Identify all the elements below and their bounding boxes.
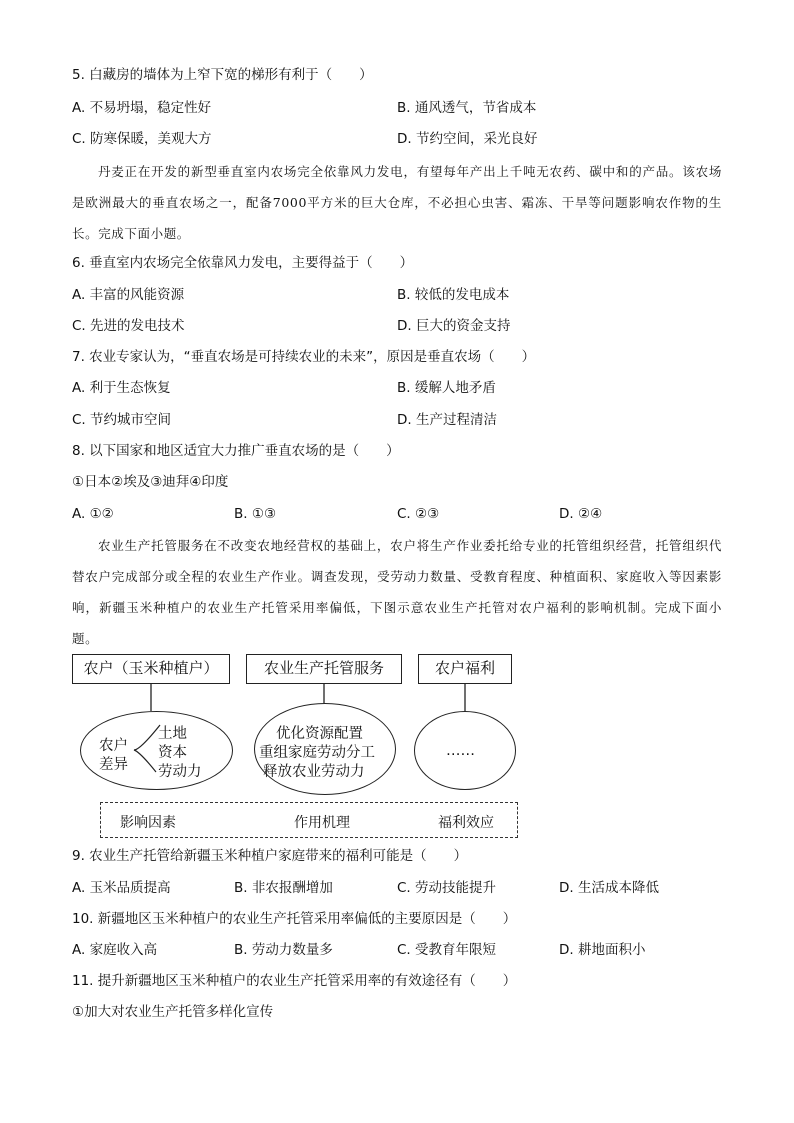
footer-label-effect: 福利效应 [438, 815, 494, 831]
q9-option-b: B. 非农报酬增加 [234, 880, 333, 896]
q7-option-d: D. 生产过程清洁 [397, 412, 497, 428]
diagram-box-service: 农业生产托管服务 [246, 654, 402, 684]
q10-option-b: B. 劳动力数量多 [234, 942, 333, 958]
q6-option-a: A. 丰富的风能资源 [72, 287, 185, 303]
ellipse-mechanism-line-3: 释放农业劳动力 [263, 764, 365, 780]
q7-option-a: A. 利于生态恢复 [72, 380, 171, 396]
ellipse-factors-right-2: 资本 [158, 745, 187, 761]
ellipse-mechanism-line-1: 优化资源配置 [276, 726, 363, 742]
q8-option-a: A. ①② [72, 506, 114, 522]
q5-option-b: B. 通风透气，节省成本 [397, 100, 537, 116]
q9-stem: 9. 农业生产托管给新疆玉米种植户家庭带来的福利可能是（ ） [72, 848, 468, 864]
q8-stem: 8. 以下国家和地区适宜大力推广垂直农场的是（ ） [72, 443, 400, 459]
ellipse-factors-right-1: 土地 [158, 726, 187, 742]
q5-stem: 5. 白藏房的墙体为上窄下宽的梯形有利于（ ） [72, 67, 373, 83]
q10-option-d: D. 耕地面积小 [559, 942, 646, 958]
ellipse-factors-left-2: 差异 [99, 757, 128, 773]
ellipse-factors-right-3: 劳动力 [158, 764, 202, 780]
q5-option-c: C. 防寒保暖，美观大方 [72, 131, 212, 147]
q9-option-c: C. 劳动技能提升 [397, 880, 497, 896]
diagram-box-welfare: 农户福利 [418, 654, 512, 684]
q6-option-c: C. 先进的发电技术 [72, 318, 185, 334]
q5-option-d: D. 节约空间，采光良好 [397, 131, 538, 147]
q7-stem: 7. 农业专家认为，“垂直农场是可持续农业的未来”，原因是垂直农场（ ） [72, 349, 536, 365]
q8-option-c: C. ②③ [397, 506, 440, 522]
q5-option-a: A. 不易坍塌，稳定性好 [72, 100, 212, 116]
q7-option-c: C. 节约城市空间 [72, 412, 172, 428]
ellipse-mechanism-line-2: 重组家庭劳动分工 [259, 745, 375, 761]
q10-stem: 10. 新疆地区玉米种植户的农业生产托管采用率偏低的主要原因是（ ） [72, 911, 517, 927]
q6-option-d: D. 巨大的资金支持 [397, 318, 511, 334]
q10-option-a: A. 家庭收入高 [72, 942, 158, 958]
ellipse-factors-left-1: 农户 [99, 738, 128, 754]
q10-option-c: C. 受教育年限短 [397, 942, 497, 958]
q6-option-b: B. 较低的发电成本 [397, 287, 510, 303]
q9-option-a: A. 玉米品质提高 [72, 880, 171, 896]
diagram-box-farmer: 农户（玉米种植户） [72, 654, 230, 684]
footer-label-factors: 影响因素 [120, 815, 176, 831]
q7-option-b: B. 缓解人地矛盾 [397, 380, 496, 396]
footer-label-mechanism: 作用机理 [294, 815, 350, 831]
passage-agri-trusteeship: 农业生产托管服务在不改变农地经营权的基础上，农户将生产作业委托给专业的托管组织经营，托管组织代替农户完成部分或全程的农业生产作业。调查发现，受劳动力数量、受教育程度、种植面积、家庭收入等因素影响，新疆玉米种植户的农业生产托管采用率偏低，下图示意农业生产托管对农户福利的影响机制。完成下面小题。 [72, 538, 722, 646]
q8-list: ①日本②埃及③迪拜④印度 [72, 474, 229, 490]
q11-item-1: ①加大对农业生产托管多样化宣传 [72, 1004, 274, 1020]
q8-option-d: D. ②④ [559, 506, 603, 522]
q8-option-b: B. ①③ [234, 506, 277, 522]
q11-stem: 11. 提升新疆地区玉米种植户的农业生产托管采用率的有效途径有（ ） [72, 973, 517, 989]
q9-option-d: D. 生活成本降低 [559, 880, 659, 896]
ellipse-effect-ellipsis: …… [446, 743, 475, 759]
q6-stem: 6. 垂直室内农场完全依靠风力发电，主要得益于（ ） [72, 255, 414, 271]
passage-vertical-farm: 丹麦正在开发的新型垂直室内农场完全依靠风力发电，有望每年产出上千吨无农药、碳中和的产品。该农场是欧洲最大的垂直农场之一，配备7000平方米的巨大仓库，不必担心虫害、霜冻、干旱等问题影响农作物的生长。完成下面小题。 [72, 164, 722, 241]
